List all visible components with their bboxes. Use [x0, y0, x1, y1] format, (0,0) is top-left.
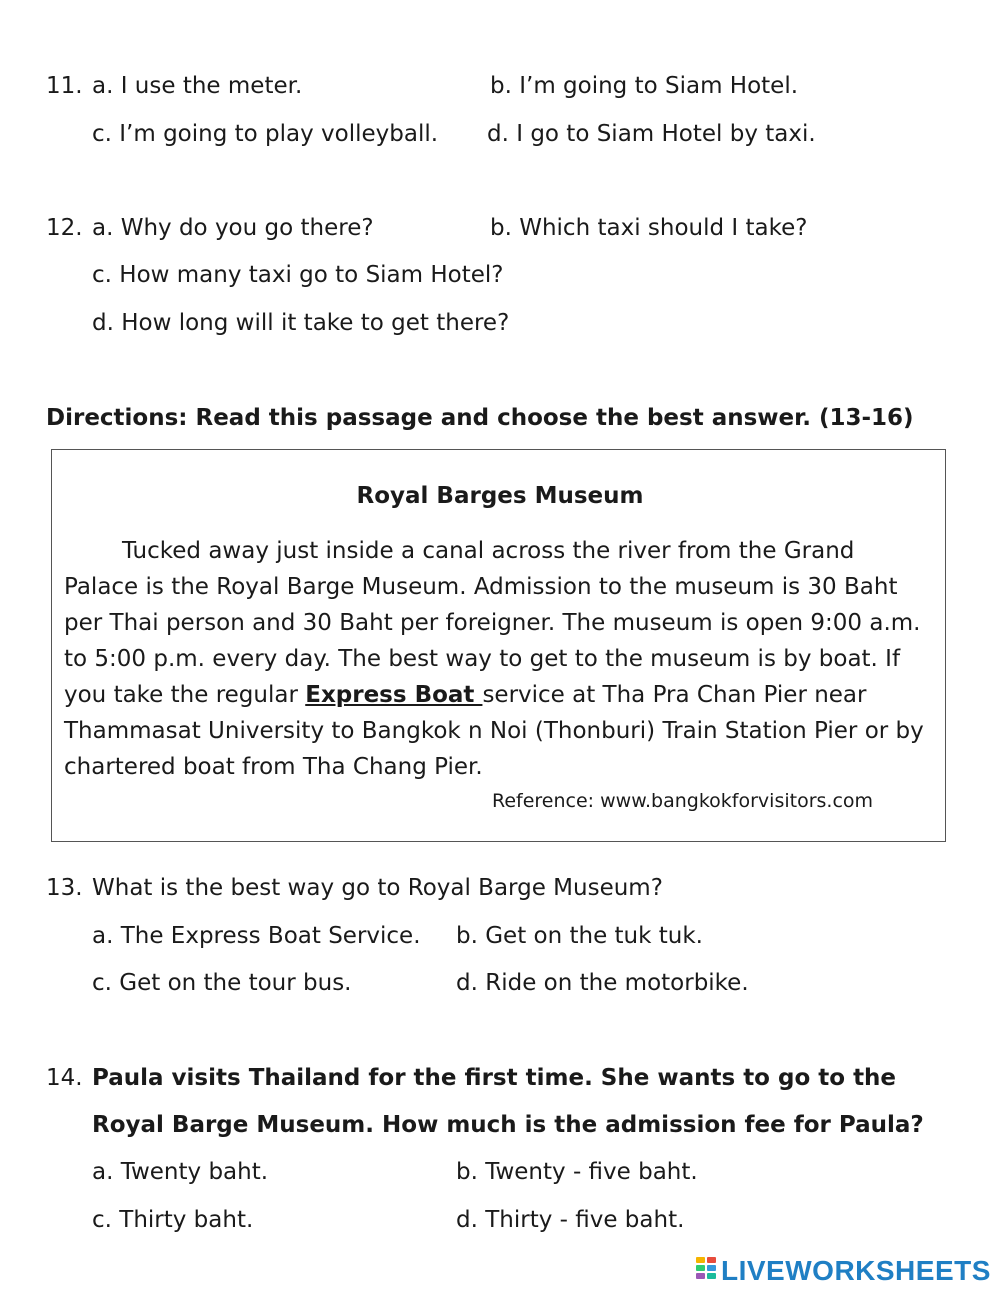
passage-title: Royal Barges Museum	[356, 483, 644, 509]
q11-option-a: a. I use the meter.	[92, 73, 303, 99]
q13-option-d: d. Ride on the motorbike.	[456, 970, 749, 996]
q14-option-d: d. Thirty - five baht.	[456, 1207, 685, 1233]
q12-option-c: c. How many taxi go to Siam Hotel?	[92, 262, 504, 288]
q13-option-a: a. The Express Boat Service.	[92, 923, 421, 949]
liveworksheets-logo-icon	[696, 1257, 718, 1285]
question-14-text-line-2: Royal Barge Museum. How much is the admission fee for Paula?	[92, 1112, 924, 1138]
q12-option-d: d. How long will it take to get there?	[92, 310, 510, 336]
q12-option-a: a. Why do you go there?	[92, 215, 374, 241]
question-11-number: 11.	[46, 73, 83, 99]
question-12-number: 12.	[46, 215, 83, 241]
q13-option-c: c. Get on the tour bus.	[92, 970, 352, 996]
question-14-number: 14.	[46, 1065, 83, 1091]
liveworksheets-logo-text: LIVEWORKSHEETS	[721, 1255, 991, 1286]
passage-line-5-pre: you take the regular	[64, 682, 306, 708]
question-14-text-line-1: Paula visits Thailand for the first time. She wants to go to the	[92, 1065, 897, 1091]
passage-line-7: chartered boat from Tha Chang Pier.	[64, 754, 483, 780]
q14-option-c: c. Thirty baht.	[92, 1207, 254, 1233]
q11-option-c: c. I’m going to play volleyball.	[92, 121, 439, 147]
passage-line-4: to 5:00 p.m. every day. The best way to get to the museum is by boat. If	[64, 646, 901, 672]
q11-option-b: b. I’m going to Siam Hotel.	[490, 73, 799, 99]
q14-option-b: b. Twenty - five baht.	[456, 1159, 698, 1185]
passage-line-3: per Thai person and 30 Baht per foreigner. The museum is open 9:00 a.m.	[64, 610, 921, 636]
passage-line-5-post: service at Tha Pra Chan Pier near	[482, 682, 867, 708]
passage-line-6: Thammasat University to Bangkok n Noi (Thonburi) Train Station Pier or by	[64, 718, 924, 744]
directions-heading: Directions: Read this passage and choose the best answer. (13-16)	[46, 405, 914, 431]
passage-line-2: Palace is the Royal Barge Museum. Admission to the museum is 30 Baht	[64, 574, 898, 600]
question-13-number: 13.	[46, 875, 83, 901]
q13-option-b: b. Get on the tuk tuk.	[456, 923, 703, 949]
passage-line-1: Tucked away just inside a canal across the river from the Grand	[122, 538, 855, 564]
passage-reference: Reference: www.bangkokforvisitors.com	[492, 790, 874, 812]
question-13-text: What is the best way go to Royal Barge Museum?	[92, 875, 663, 901]
q12-option-b: b. Which taxi should I take?	[490, 215, 808, 241]
q11-option-d: d. I go to Siam Hotel by taxi.	[487, 121, 816, 147]
passage-line-5	[64, 680, 867, 710]
liveworksheets-logo[interactable]	[696, 1255, 991, 1287]
express-boat-link: Express Boat	[305, 682, 483, 708]
q14-option-a: a. Twenty baht.	[92, 1159, 269, 1185]
